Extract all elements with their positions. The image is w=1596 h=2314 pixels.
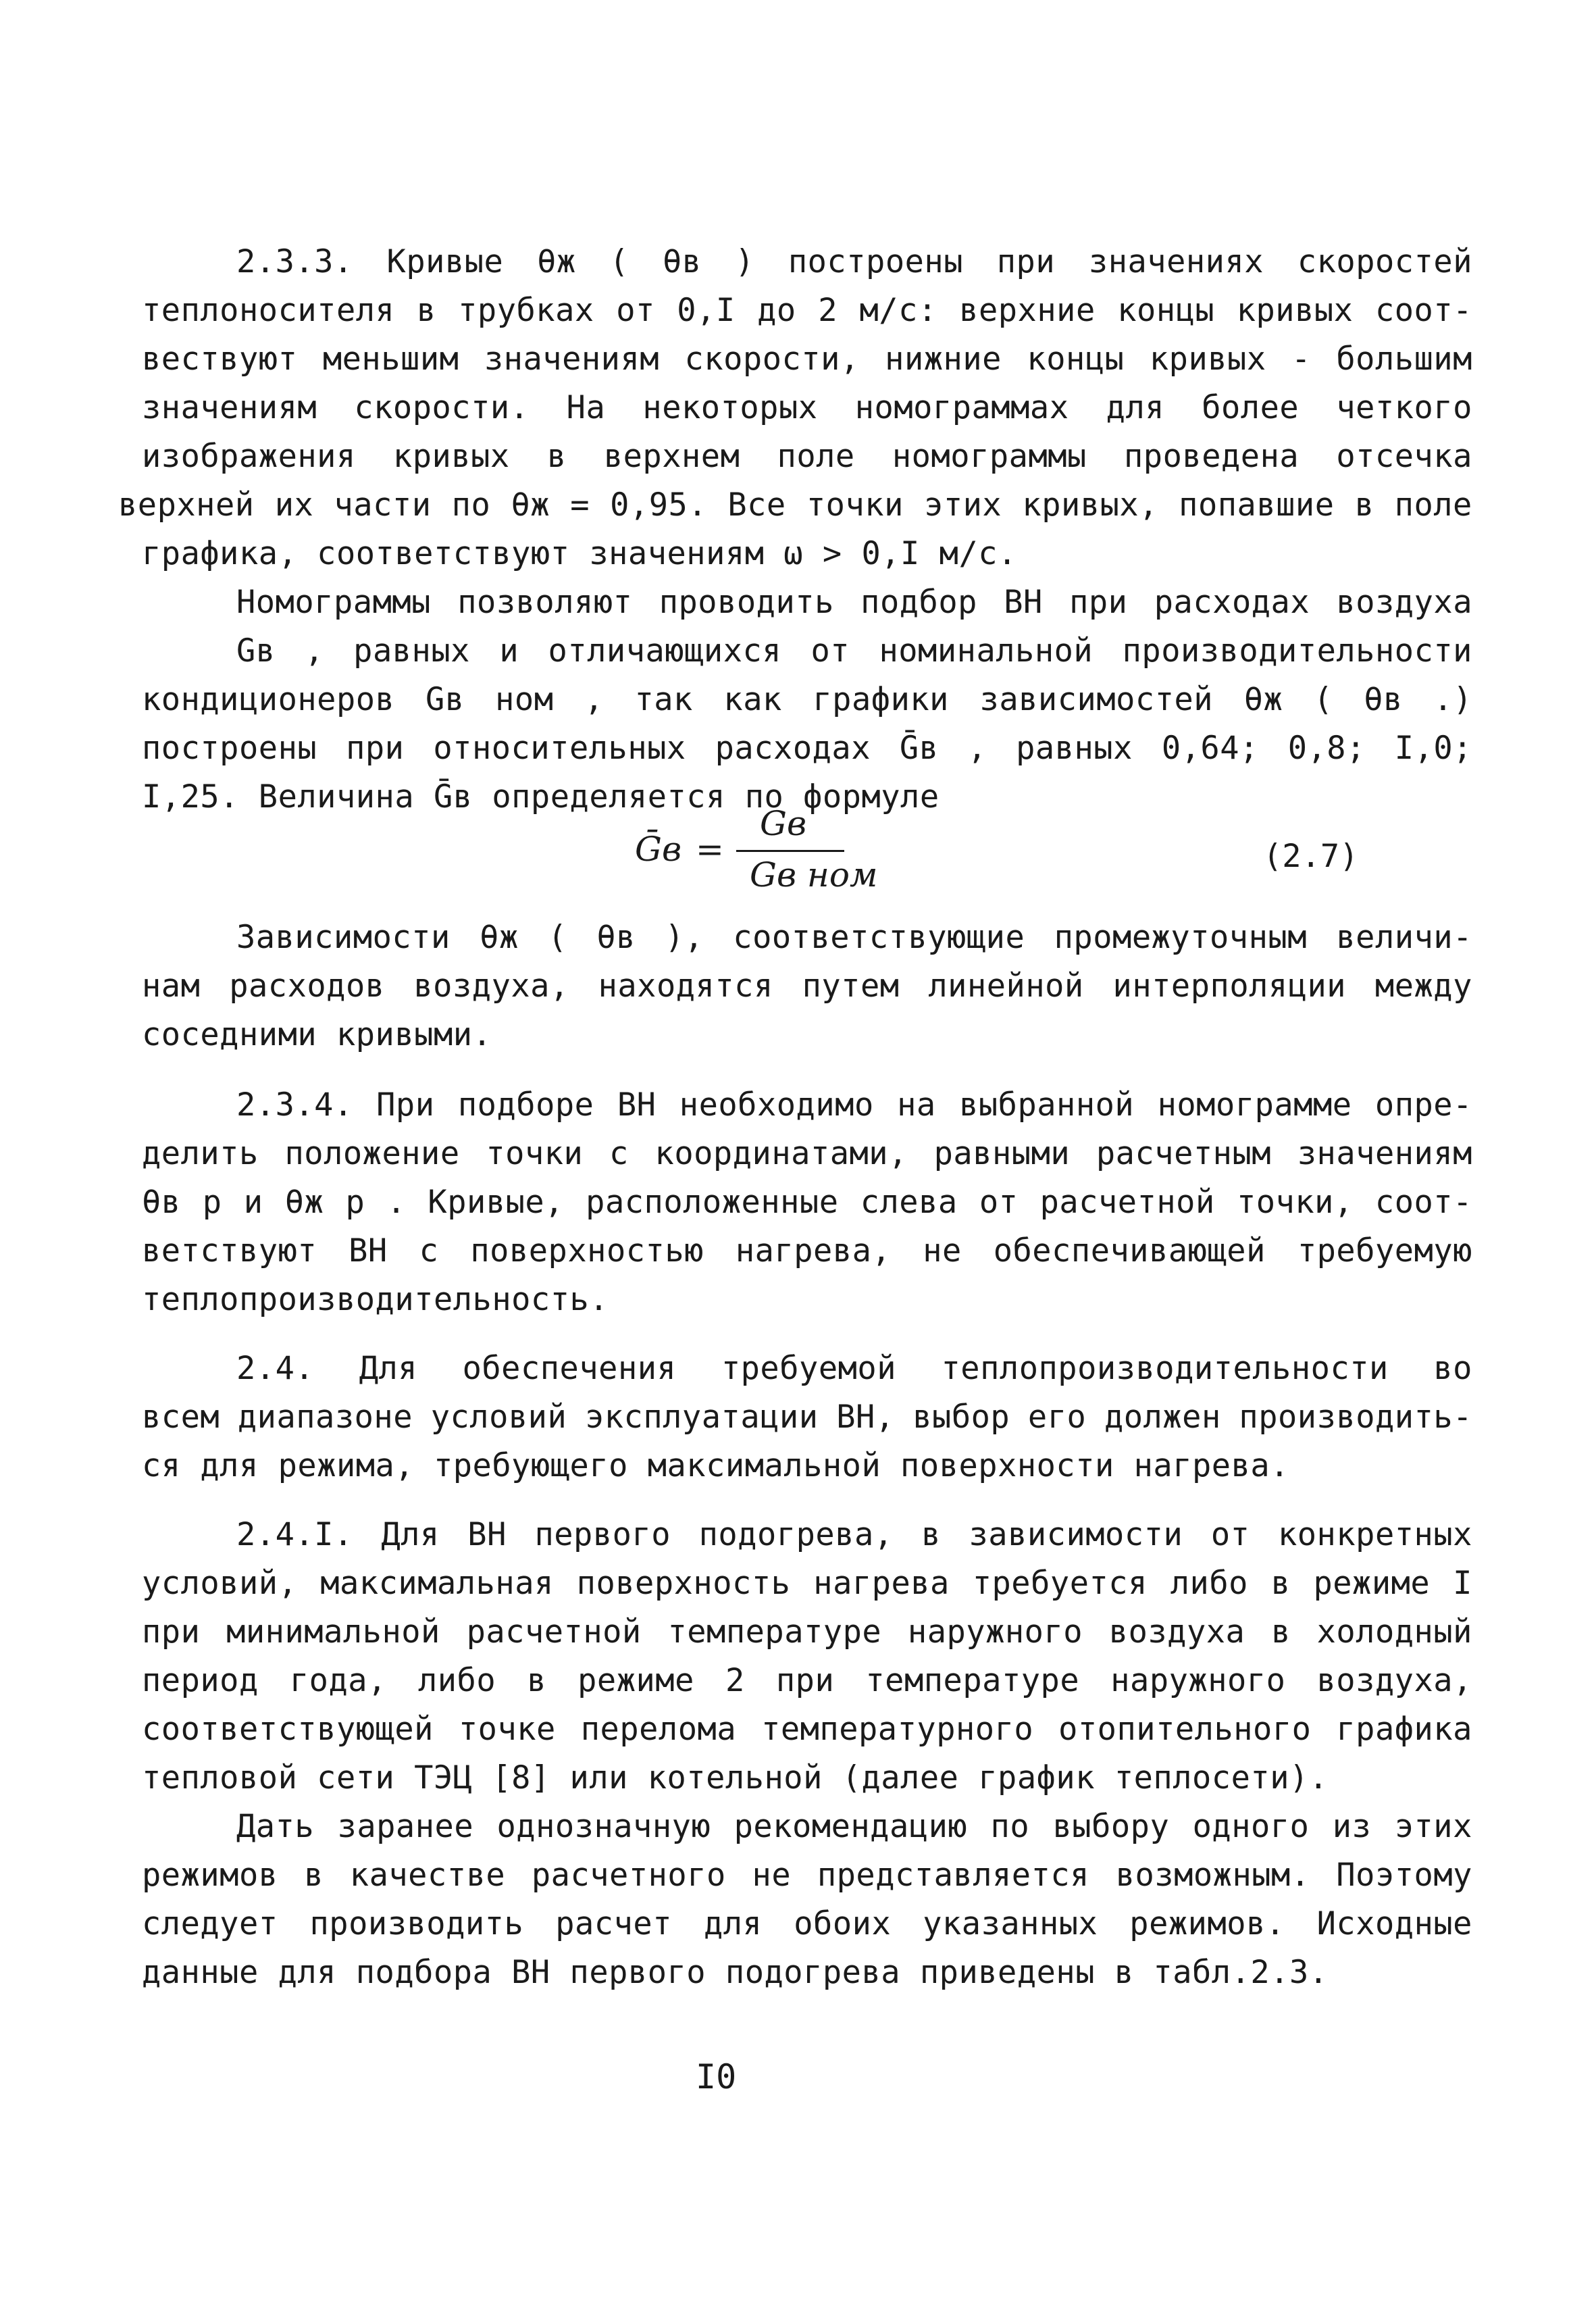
text-line: период года, либо в режиме 2 при температуре наружного воздуха, xyxy=(142,1662,1472,1699)
text-line: 2.3.4. При подборе ВН необходимо на выбранной номограмме опре- xyxy=(236,1086,1472,1124)
text-line: 2.4. Для обеспечения требуемой теплопроизводительности во xyxy=(236,1350,1472,1387)
text-line: графика, соответствуют значениям ω > 0,I м/с. xyxy=(142,535,1017,572)
text-line: условий, максимальная поверхность нагрева требуется либо в режиме I xyxy=(142,1565,1472,1602)
text-line: ветствуют ВН с поверхностью нагрева, не обеспечивающей требуемую xyxy=(142,1232,1472,1269)
formula-2-7 xyxy=(635,804,1013,905)
text-line: ся для режима, требующего максимальной поверхности нагрева. xyxy=(142,1447,1289,1484)
formula-denominator: Gв ном xyxy=(750,855,878,895)
page-number: I0 xyxy=(696,2057,737,2096)
text-line: изображения кривых в верхнем поле номограммы проведена отсечка xyxy=(142,438,1472,475)
text-line: θв р и θж р . Кривые, расположенные слева от расчетной точки, соот- xyxy=(142,1184,1472,1221)
text-line: значениям скорости. На некоторых номограммах для более четкого xyxy=(142,389,1472,426)
fraction-bar xyxy=(736,850,844,852)
text-line: соседними кривыми. xyxy=(142,1016,492,1053)
text-line: Зависимости θж ( θв ), соответствующие промежуточным величи- xyxy=(236,919,1472,956)
text-line: теплоносителя в трубках от 0,I до 2 м/с: верхние концы кривых соот- xyxy=(142,292,1472,329)
text-line: Gв , равных и отличающихся от номинальной производительности xyxy=(236,632,1472,670)
text-line: Номограммы позволяют проводить подбор ВН при расходах воздуха xyxy=(236,584,1472,621)
text-line: построены при относительных расходах Ḡв , равных 0,64; 0,8; I,0; xyxy=(142,730,1472,767)
text-line: нам расходов воздуха, находятся путем линейной интерполяции между xyxy=(142,967,1472,1005)
text-line: Дать заранее однозначную рекомендацию по выбору одного из этих xyxy=(236,1808,1472,1845)
text-line: тепловой сети ТЭЦ [8] или котельной (далее график теплосети). xyxy=(142,1759,1329,1796)
formula-numerator: Gв xyxy=(760,804,807,843)
text-line: при минимальной расчетной температуре наружного воздуха в холодный xyxy=(142,1613,1472,1651)
text-line: делить положение точки с координатами, равными расчетным значениям xyxy=(142,1135,1472,1172)
text-line: 2.4.I. Для ВН первого подогрева, в зависимости от конкретных xyxy=(236,1516,1472,1553)
text-line: соответствующей точке перелома температурного отопительного графика xyxy=(142,1711,1472,1748)
text-line: I,25. Величина Ḡв определяется по формуле xyxy=(142,778,939,815)
text-line: теплопроизводительность. xyxy=(142,1281,609,1318)
text-line: веcтвуют меньшим значениям скорости, нижние концы кривых - большим xyxy=(142,341,1472,378)
formula-equals: = xyxy=(696,830,724,869)
text-line: следует производить расчет для обоих указанных режимов. Исходные xyxy=(142,1905,1472,1942)
equation-number: (2.7) xyxy=(1263,838,1359,875)
text-line: режимов в качестве расчетного не представляется возможным. Поэтому xyxy=(142,1857,1472,1894)
text-line: кондиционеров Gв ном , так как графики зависимостей θж ( θв .) xyxy=(142,681,1472,718)
text-line: всем диапазоне условий эксплуатации ВН, выбор его должен производить- xyxy=(142,1399,1472,1436)
text-line: 2.3.3. Кривые θж ( θв ) построены при значениях скоростей xyxy=(236,243,1472,280)
formula-lhs: Ḡв xyxy=(635,830,682,869)
text-line: верхней их части по θж = 0,95. Все точки этих кривых, попавшие в поле xyxy=(118,486,1472,524)
text-line: данные для подбора ВН первого подогрева приведены в табл.2.3. xyxy=(142,1954,1329,1991)
